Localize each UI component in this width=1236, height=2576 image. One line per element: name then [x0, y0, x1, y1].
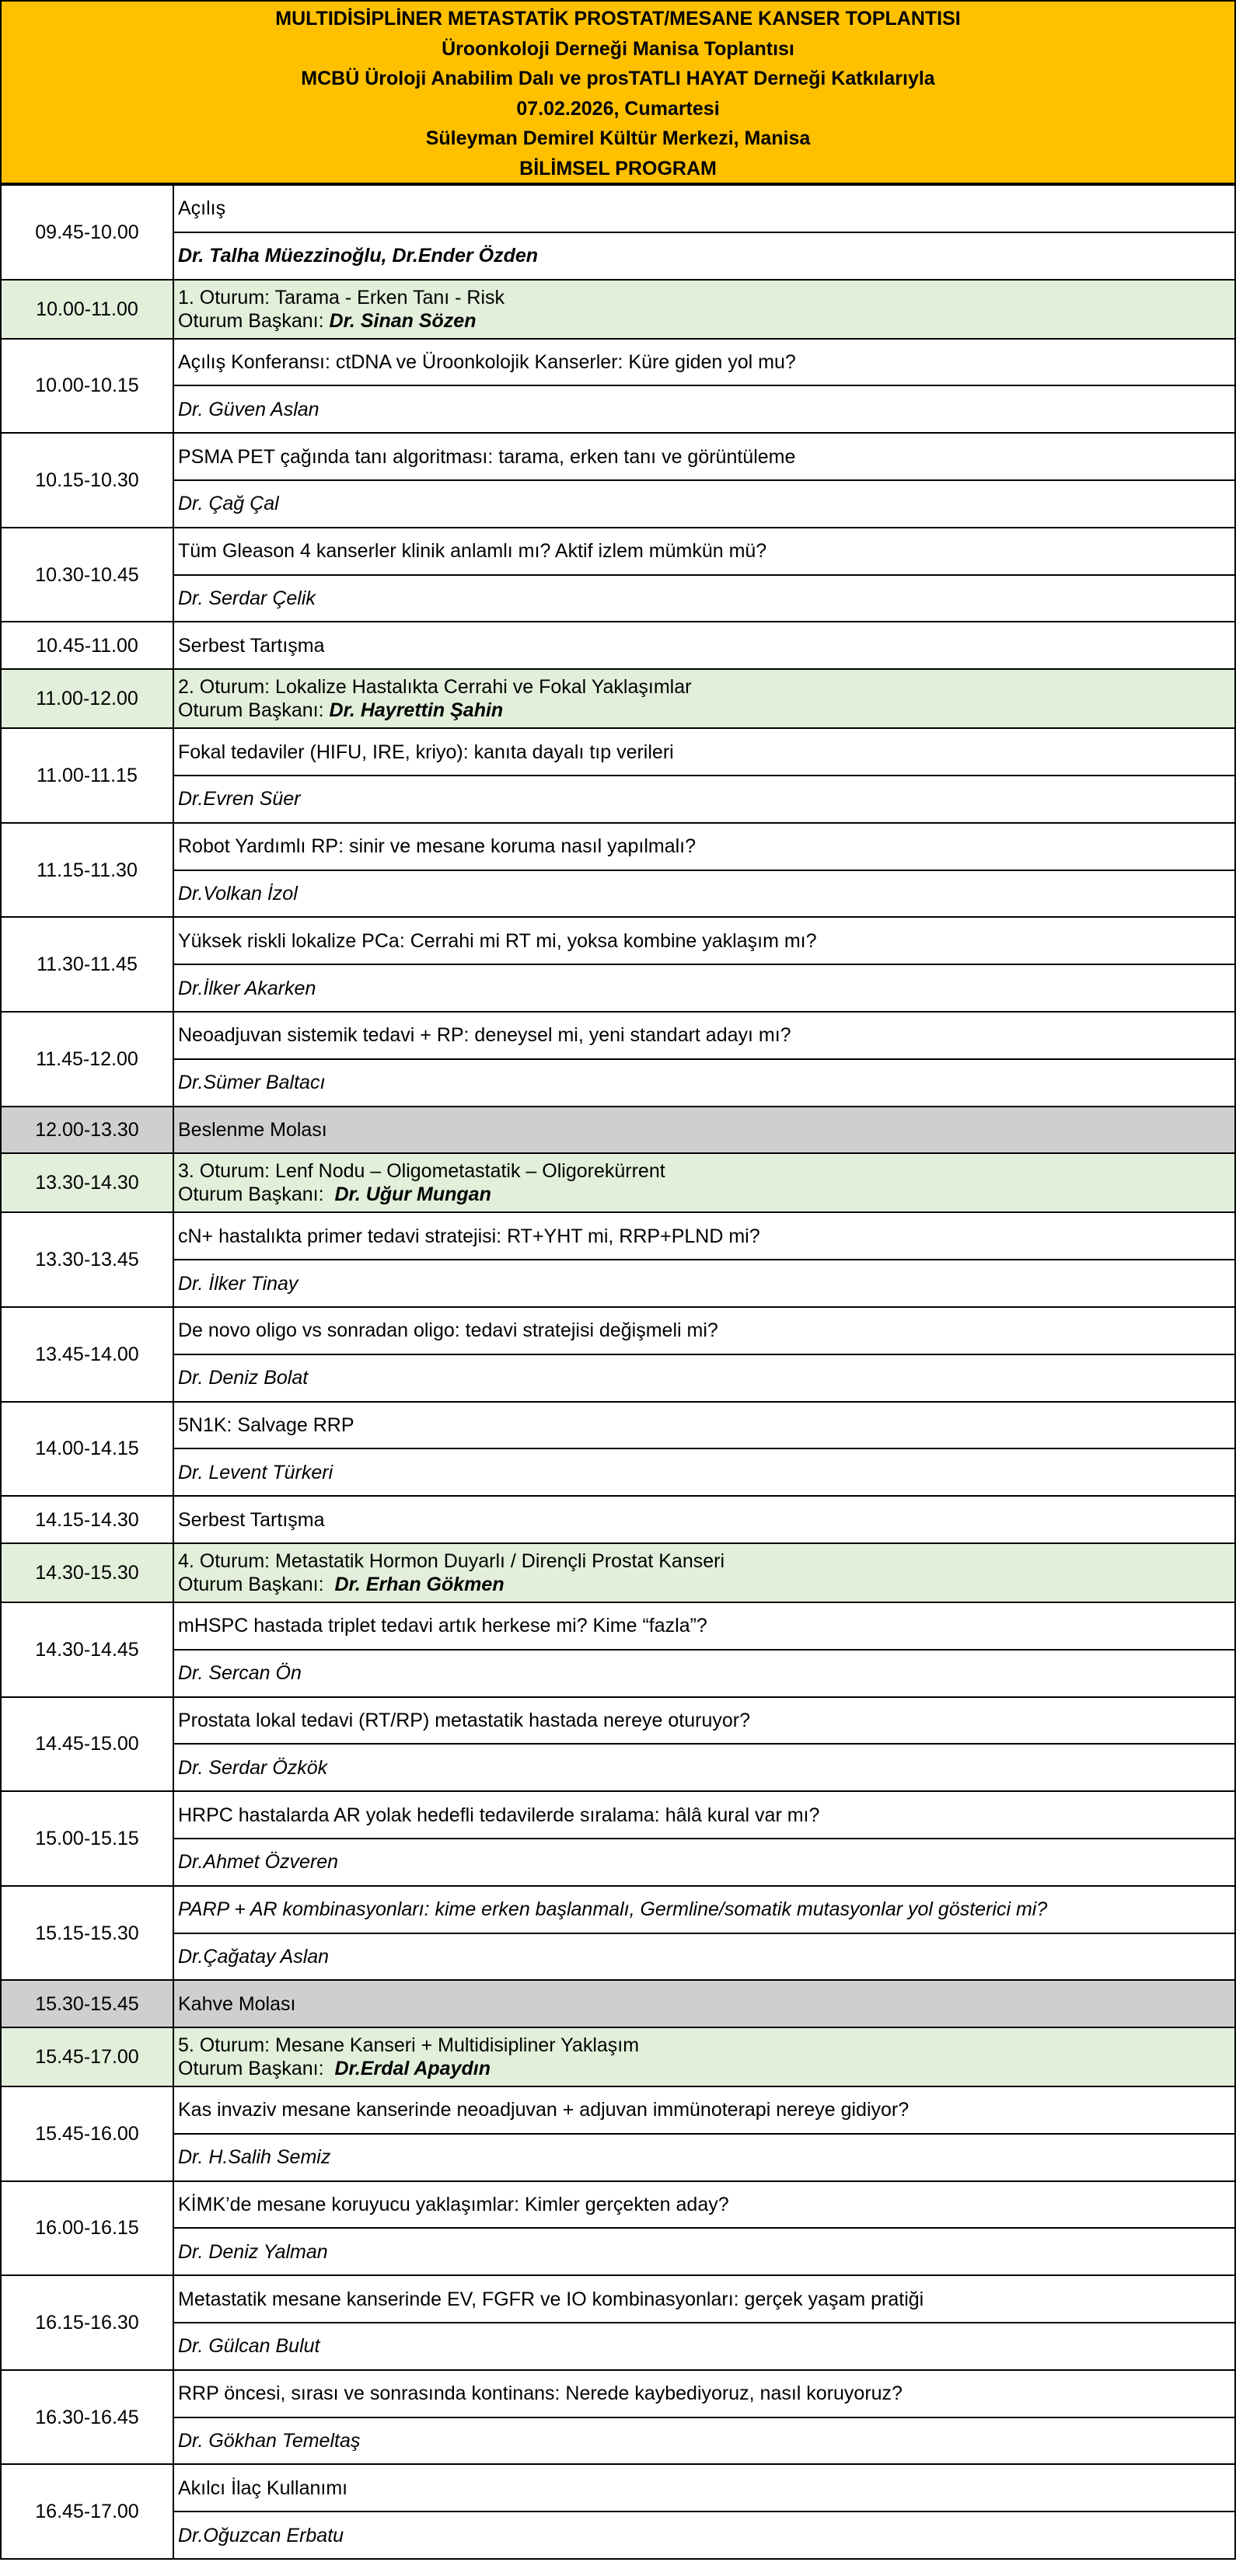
time-slot: 11.45-12.00 [1, 1012, 173, 1107]
chair-name: Dr. Uğur Mungan [334, 1183, 491, 1206]
time-slot: 15.30-15.45 [1, 1980, 173, 2027]
speaker-name: Dr.Evren Süer [173, 776, 1235, 823]
speaker-name: Dr. Serdar Özkök [173, 1744, 1235, 1791]
speaker-row [1, 232, 1235, 280]
speaker-name: Dr. Sercan Ön [173, 1650, 1235, 1697]
talk-row [1, 1402, 1235, 1449]
speaker-row [1, 1448, 1235, 1496]
break-title: Kahve Molası [173, 1980, 1235, 2027]
speaker-name: Dr. H.Salih Semiz [173, 2134, 1235, 2181]
talk-row [1, 2370, 1235, 2417]
talk-title: Yüksek riskli lokalize PCa: Cerrahi mi RT mi, yoksa kombine yaklaşım mı? [173, 917, 1235, 964]
header-line: BİLİMSEL PROGRAM [519, 157, 717, 180]
session-title: 3. Oturum: Lenf Nodu – Oligometastatik – Oligorekürrent [178, 1160, 665, 1183]
speaker-row [1, 776, 1235, 823]
talk-row [1, 1307, 1235, 1354]
speaker-name: Dr. Deniz Yalman [173, 2228, 1235, 2275]
time-slot: 16.15-16.30 [1, 2275, 173, 2370]
talk-title: Tüm Gleason 4 kanserler klinik anlamlı mı? Aktif izlem mümkün mü? [173, 528, 1235, 575]
time-slot: 11.00-11.15 [1, 728, 173, 823]
talk-row [1, 2086, 1235, 2134]
speaker-name: Dr. Deniz Bolat [173, 1354, 1235, 1402]
speaker-name: Dr. Gökhan Temeltaş [173, 2417, 1235, 2465]
break-row [1, 1107, 1235, 1154]
time-slot: 15.45-16.00 [1, 2086, 173, 2181]
session-chair [178, 699, 1234, 722]
session-title: 1. Oturum: Tarama - Erken Tanı - Risk [178, 286, 505, 308]
time-slot: 16.30-16.45 [1, 2370, 173, 2465]
time-slot: 10.30-10.45 [1, 528, 173, 622]
time-slot: 16.00-16.15 [1, 2181, 173, 2276]
talk-title: PARP + AR kombinasyonları: kime erken başlanmalı, Germline/somatik mutasyonlar yol gösterici mi? [173, 1886, 1235, 1933]
speaker-row [1, 2417, 1235, 2465]
talk-row [1, 1791, 1235, 1839]
session-info [173, 1153, 1235, 1212]
talk-row [1, 339, 1235, 386]
speaker-name: Dr.Ahmet Özveren [173, 1839, 1235, 1886]
talk-row [1, 1697, 1235, 1745]
chair-name: Dr. Hayrettin Şahin [329, 699, 504, 722]
chair-label: Oturum Başkanı: [178, 1573, 335, 1595]
header-line: MULTIDİSİPLİNER METASTATİK PROSTAT/MESANE KANSER TOPLANTISI [275, 8, 961, 30]
session-row [1, 1153, 1235, 1212]
session-chair [178, 1573, 1234, 1596]
session-info [173, 280, 1235, 339]
speaker-row [1, 1260, 1235, 1307]
time-slot: 14.30-14.45 [1, 1602, 173, 1697]
chair-label: Oturum Başkanı: [178, 699, 330, 722]
talk-row [1, 728, 1235, 776]
talk-row [1, 917, 1235, 964]
talk-row [1, 1212, 1235, 1260]
time-slot: 15.15-15.30 [1, 1886, 173, 1981]
talk-title: Açılış Konferansı: ctDNA ve Üroonkolojik Kanserler: Küre giden yol mu? [173, 339, 1235, 386]
speaker-name: Dr. Güven Aslan [173, 385, 1235, 433]
session-chair [178, 309, 1234, 333]
time-slot: 10.00-10.15 [1, 339, 173, 434]
time-slot: 11.00-12.00 [1, 669, 173, 728]
session-info [173, 1543, 1235, 1602]
chair-label: Oturum Başkanı: [178, 2058, 335, 2080]
speaker-row [1, 1933, 1235, 1981]
chair-name: Dr. Erhan Gökmen [334, 1573, 505, 1595]
talk-title: RRP öncesi, sırası ve sonrasında kontinans: Nerede kaybediyoruz, nasıl koruyoruz? [173, 2370, 1235, 2417]
header-line: Üroonkoloji Derneği Manisa Toplantısı [442, 37, 794, 60]
speaker-row [1, 964, 1235, 1012]
time-slot: 11.30-11.45 [1, 917, 173, 1012]
time-slot: 10.00-11.00 [1, 280, 173, 339]
talk-title: Metastatik mesane kanserinde EV, FGFR ve IO kombinasyonları: gerçek yaşam pratiği [173, 2275, 1235, 2323]
session-row [1, 1543, 1235, 1602]
talk-row [1, 2464, 1235, 2512]
session-chair [178, 1183, 1234, 1206]
chair-label: Oturum Başkanı: [178, 309, 330, 332]
time-slot: 13.30-13.45 [1, 1212, 173, 1307]
talk-title: Açılış [173, 185, 1235, 232]
talk-title: Robot Yardımlı RP: sinir ve mesane koruma nasıl yapılmalı? [173, 823, 1235, 870]
speaker-row [1, 1354, 1235, 1402]
talk-row [1, 185, 1235, 232]
chair-name: Dr. Sinan Sözen [329, 309, 477, 332]
program-table [0, 184, 1236, 2560]
talk-row [1, 2275, 1235, 2323]
break-row [1, 1980, 1235, 2027]
session-title: 2. Oturum: Lokalize Hastalıkta Cerrahi ve Fokal Yaklaşımlar [178, 676, 692, 699]
time-slot: 09.45-10.00 [1, 185, 173, 280]
discussion-title: Serbest Tartışma [173, 1496, 1235, 1543]
speaker-row [1, 2512, 1235, 2559]
speaker-row [1, 575, 1235, 622]
talk-row [1, 1602, 1235, 1650]
talk-title: 5N1K: Salvage RRP [173, 1402, 1235, 1449]
time-slot: 14.45-15.00 [1, 1697, 173, 1792]
speaker-name: Dr.Sümer Baltacı [173, 1059, 1235, 1107]
talk-row [1, 1886, 1235, 1933]
speaker-row [1, 2134, 1235, 2181]
speaker-row [1, 1839, 1235, 1886]
time-slot: 13.45-14.00 [1, 1307, 173, 1402]
session-info [173, 669, 1235, 728]
session-title: 5. Oturum: Mesane Kanseri + Multidisipliner Yaklaşım [178, 2034, 640, 2057]
speaker-row [1, 870, 1235, 918]
time-slot: 14.30-15.30 [1, 1543, 173, 1602]
speaker-name: Dr. İlker Tinay [173, 1260, 1235, 1307]
time-slot: 13.30-14.30 [1, 1153, 173, 1212]
session-row [1, 280, 1235, 339]
speaker-name: Dr. Talha Müezzinoğlu, Dr.Ender Özden [173, 232, 1235, 280]
speaker-row [1, 1059, 1235, 1107]
talk-title: cN+ hastalıkta primer tedavi stratejisi: RT+YHT mi, RRP+PLND mi? [173, 1212, 1235, 1260]
talk-row [1, 1012, 1235, 1059]
talk-title: De novo oligo vs sonradan oligo: tedavi stratejisi değişmeli mi? [173, 1307, 1235, 1354]
time-slot: 10.45-11.00 [1, 622, 173, 669]
speaker-name: Dr. Gülcan Bulut [173, 2323, 1235, 2370]
discussion-row [1, 622, 1235, 669]
talk-row [1, 823, 1235, 870]
header-line: MCBÜ Üroloji Anabilim Dalı ve prosTATLI HAYAT Derneği Katkılarıyla [301, 68, 935, 90]
time-slot: 12.00-13.30 [1, 1107, 173, 1154]
talk-row [1, 433, 1235, 480]
talk-row [1, 2181, 1235, 2229]
time-slot: 14.00-14.15 [1, 1402, 173, 1497]
speaker-row [1, 2228, 1235, 2275]
speaker-name: Dr.Çağatay Aslan [173, 1933, 1235, 1981]
speaker-name: Dr. Levent Türkeri [173, 1448, 1235, 1496]
speaker-name: Dr.Oğuzcan Erbatu [173, 2512, 1235, 2559]
talk-title: Kas invaziv mesane kanserinde neoadjuvan + adjuvan immünoterapi nereye gidiyor? [173, 2086, 1235, 2134]
session-row [1, 669, 1235, 728]
time-slot: 15.00-15.15 [1, 1791, 173, 1886]
talk-title: mHSPC hastada triplet tedavi artık herkese mi? Kime “fazla”? [173, 1602, 1235, 1650]
break-title: Beslenme Molası [173, 1107, 1235, 1154]
time-slot: 15.45-17.00 [1, 2027, 173, 2086]
talk-row [1, 528, 1235, 575]
talk-title: PSMA PET çağında tanı algoritması: tarama, erken tanı ve görüntüleme [173, 433, 1235, 480]
speaker-row [1, 385, 1235, 433]
chair-name: Dr.Erdal Apaydın [334, 2058, 491, 2080]
speaker-row [1, 2323, 1235, 2370]
program-header [0, 0, 1236, 184]
speaker-name: Dr. Serdar Çelik [173, 575, 1235, 622]
talk-title: KİMK’de mesane koruyucu yaklaşımlar: Kimler gerçekten aday? [173, 2181, 1235, 2229]
speaker-row [1, 1744, 1235, 1791]
session-row [1, 2027, 1235, 2086]
talk-title: HRPC hastalarda AR yolak hedefli tedavilerde sıralama: hâlâ kural var mı? [173, 1791, 1235, 1839]
speaker-row [1, 1650, 1235, 1697]
discussion-row [1, 1496, 1235, 1543]
header-line: Süleyman Demirel Kültür Merkezi, Manisa [425, 127, 811, 150]
time-slot: 16.45-17.00 [1, 2464, 173, 2559]
speaker-row [1, 480, 1235, 528]
header-line: 07.02.2026, Cumartesi [516, 97, 720, 120]
session-chair [178, 2057, 1234, 2080]
time-slot: 11.15-11.30 [1, 823, 173, 918]
speaker-name: Dr.Volkan İzol [173, 870, 1235, 918]
talk-title: Neoadjuvan sistemik tedavi + RP: deneysel mi, yeni standart adayı mı? [173, 1012, 1235, 1059]
talk-title: Akılcı İlaç Kullanımı [173, 2464, 1235, 2512]
talk-title: Prostata lokal tedavi (RT/RP) metastatik hastada nereye oturuyor? [173, 1697, 1235, 1745]
discussion-title: Serbest Tartışma [173, 622, 1235, 669]
talk-title: Fokal tedaviler (HIFU, IRE, kriyo): kanıta dayalı tıp verileri [173, 728, 1235, 776]
time-slot: 14.15-14.30 [1, 1496, 173, 1543]
chair-label: Oturum Başkanı: [178, 1183, 335, 1206]
speaker-name: Dr. Çağ Çal [173, 480, 1235, 528]
session-title: 4. Oturum: Metastatik Hormon Duyarlı / Dirençli Prostat Kanseri [178, 1549, 725, 1572]
speaker-name: Dr.İlker Akarken [173, 964, 1235, 1012]
session-info [173, 2027, 1235, 2086]
time-slot: 10.15-10.30 [1, 433, 173, 528]
